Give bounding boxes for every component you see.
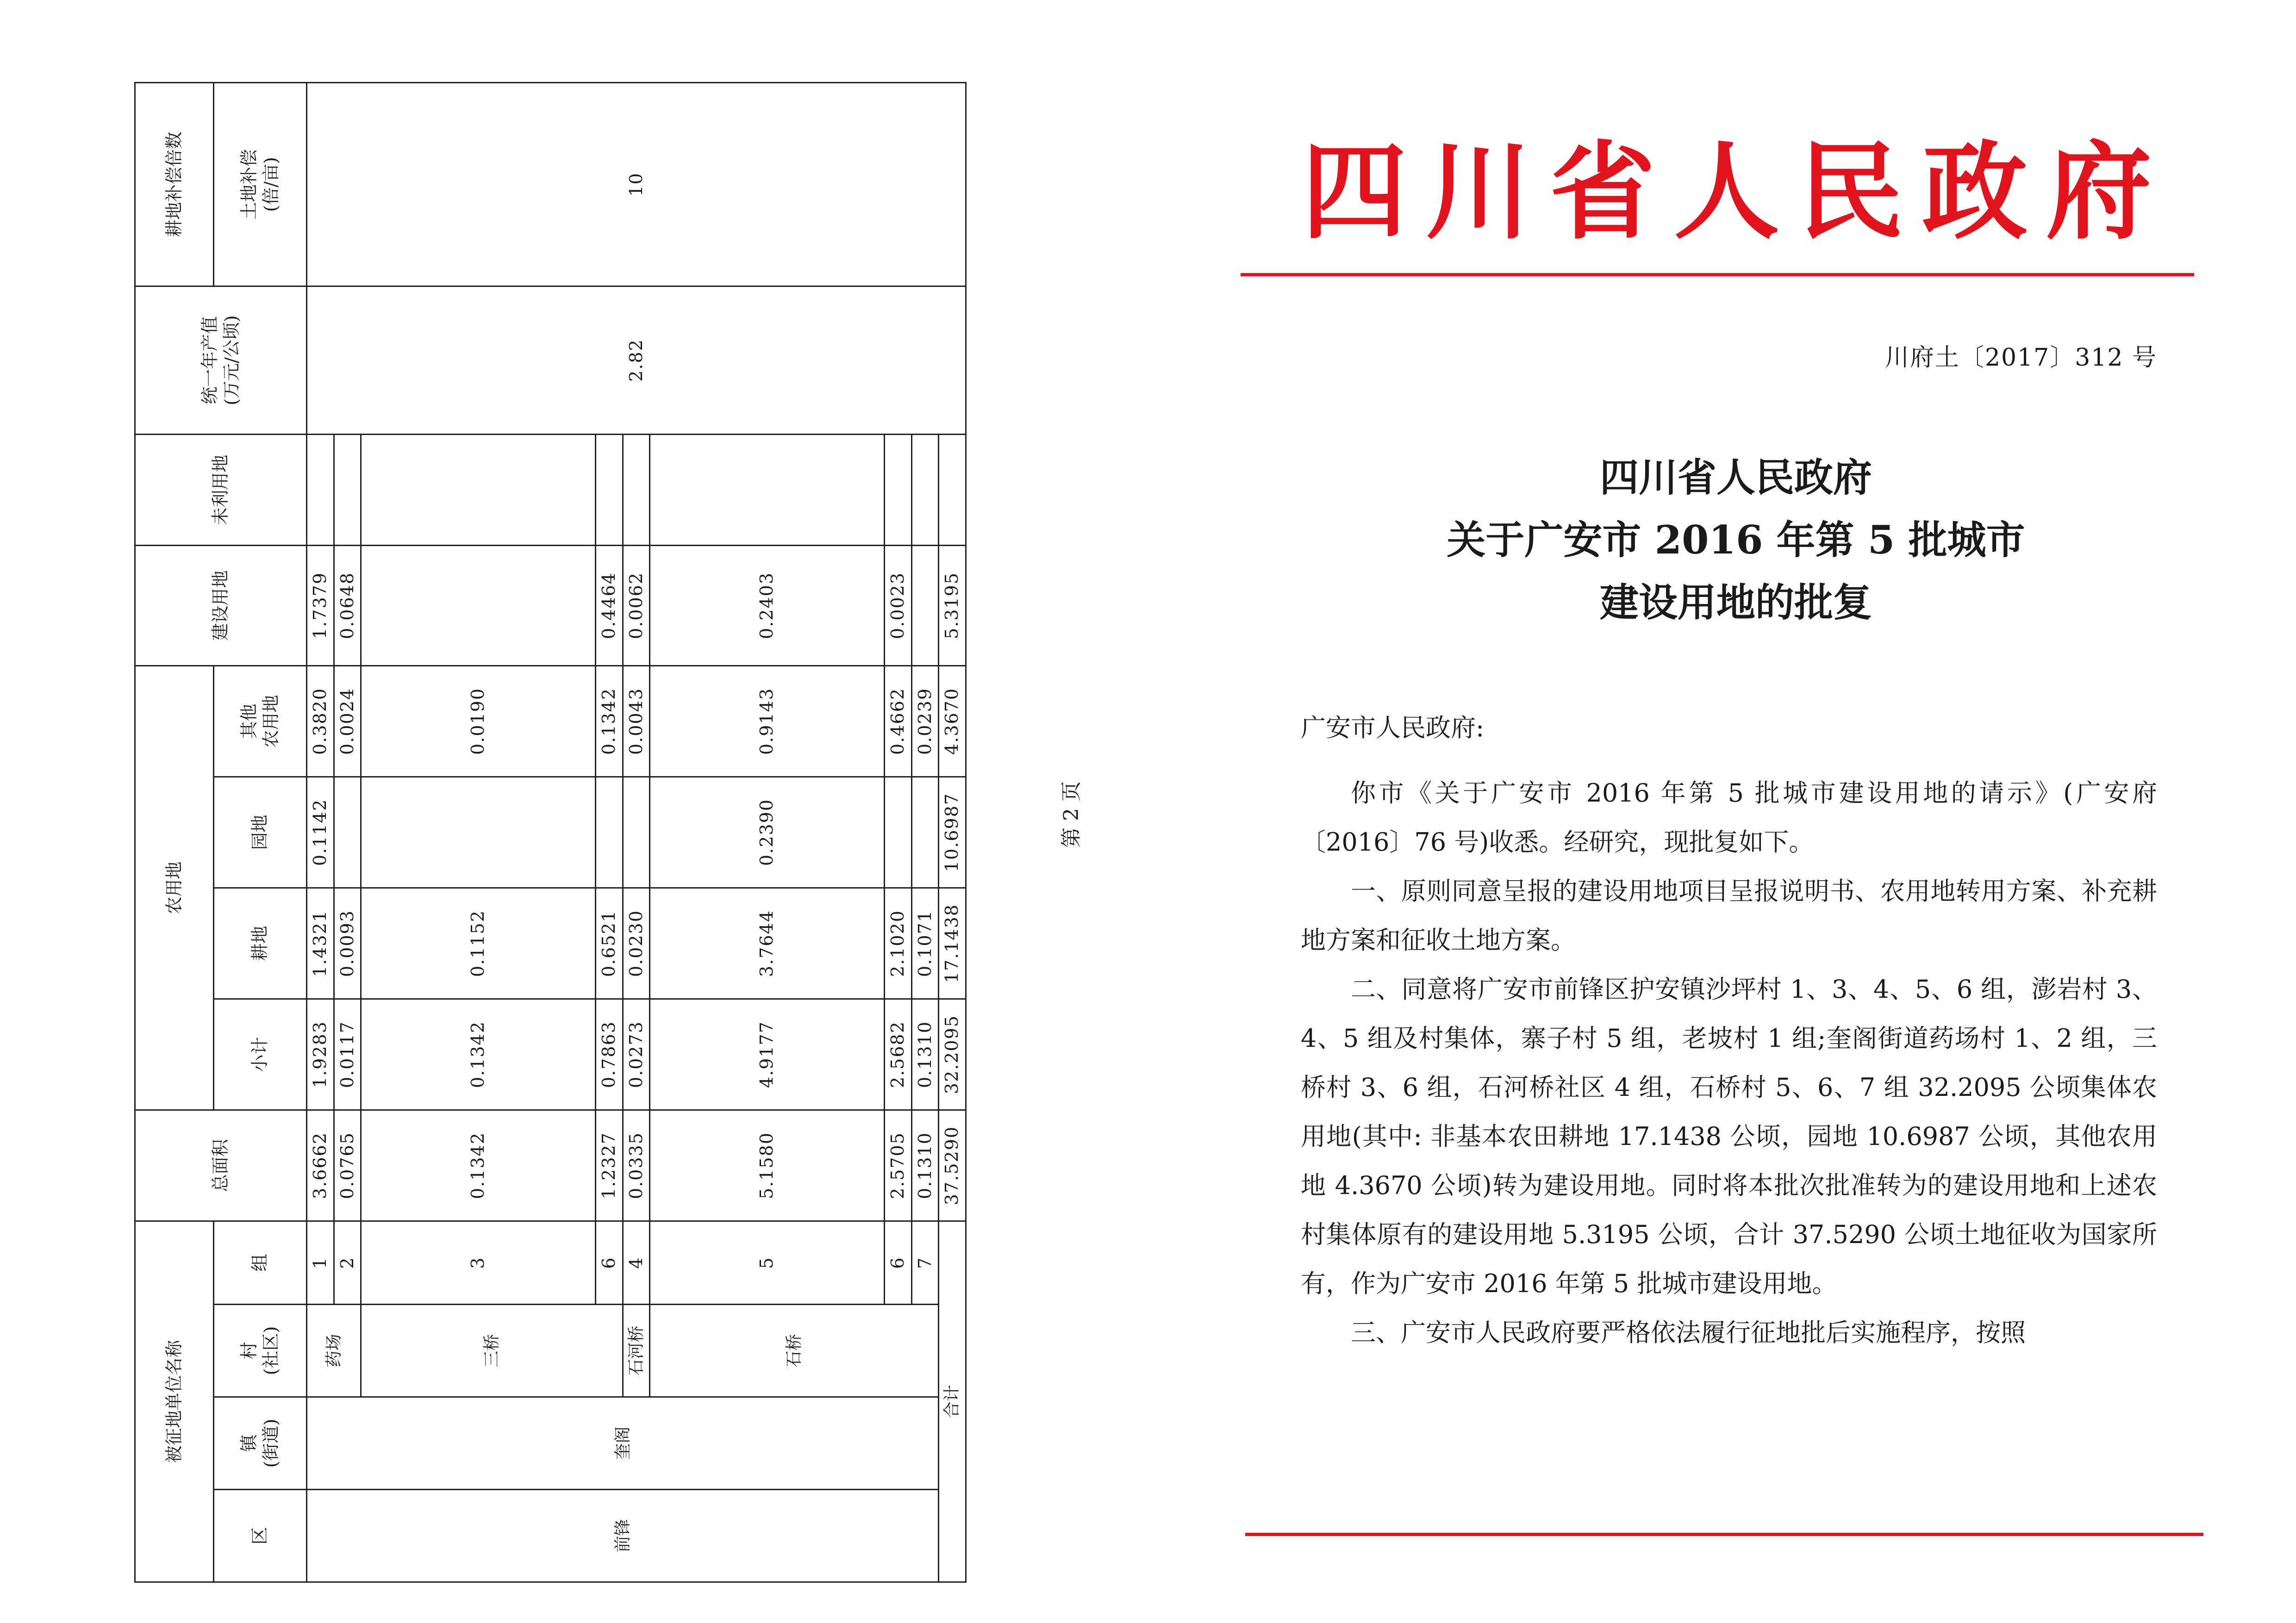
construction-cell: 1.7379 bbox=[307, 545, 334, 665]
land-compensation-cell: 10 bbox=[307, 82, 966, 286]
header-unused: 未利用地 bbox=[135, 434, 307, 545]
page-number bbox=[1023, 768, 1116, 861]
cultivated-cell: 3.7644 bbox=[650, 888, 885, 999]
body-paragraph: 三、广安市人民政府要严格依法履行征地批后实施程序，按照 bbox=[1351, 1318, 2026, 1347]
total-cell: 2.5705 bbox=[885, 1110, 912, 1221]
group-cell: 6 bbox=[885, 1221, 912, 1304]
total-cell: 37.5290 bbox=[939, 1110, 966, 1221]
village-cell: 药场 bbox=[307, 1305, 361, 1397]
garden-cell bbox=[911, 777, 939, 888]
total-cell: 1.2327 bbox=[596, 1110, 623, 1221]
document-title-line-3: 建设用地的批复 bbox=[1599, 579, 1872, 625]
header-compensation-multiple: 耕地补偿倍数 bbox=[135, 82, 214, 286]
group-cell: 4 bbox=[623, 1221, 650, 1304]
cultivated-cell: 0.0093 bbox=[334, 888, 361, 999]
table-row bbox=[307, 82, 334, 1582]
garden-cell: 10.6987 bbox=[939, 777, 966, 888]
construction-cell bbox=[361, 545, 596, 665]
subtotal-cell: 0.1342 bbox=[361, 999, 596, 1110]
header-unit-name: 被征地单位名称 bbox=[135, 1221, 214, 1582]
subtotal-cell: 0.1310 bbox=[911, 999, 939, 1110]
cultivated-cell: 0.0230 bbox=[623, 888, 650, 999]
unused-cell bbox=[939, 434, 966, 545]
document-title-line-1: 四川省人民政府 bbox=[1599, 454, 1872, 500]
construction-cell: 0.0648 bbox=[334, 545, 361, 665]
header-land-compensation: 土地补偿 (倍/亩) bbox=[214, 82, 307, 286]
garden-cell bbox=[623, 777, 650, 888]
group-cell: 2 bbox=[334, 1221, 361, 1304]
footer-red-rule bbox=[1245, 1533, 2203, 1536]
group-cell: 1 bbox=[307, 1221, 334, 1304]
land-compensation-table bbox=[134, 82, 967, 1583]
cultivated-cell: 0.1152 bbox=[361, 888, 596, 999]
cultivated-cell: 0.6521 bbox=[596, 888, 623, 999]
total-cell: 0.1310 bbox=[911, 1110, 939, 1221]
group-cell: 6 bbox=[596, 1221, 623, 1304]
header-other-agri: 其他 农用地 bbox=[214, 665, 307, 777]
header-construction: 建设用地 bbox=[135, 545, 307, 665]
garden-cell bbox=[885, 777, 912, 888]
garden-cell bbox=[596, 777, 623, 888]
body-paragraph: 二、同意将广安市前锋区护安镇沙坪村 1、3、4、5、6 组，澎岩村 3、4、5 组及村集体，寨子村 5 组，老坡村 1 组;奎阁街道药场村 1、2 组，三桥村 3、6 组，石河桥社区 4 组，石桥村 5、6、7 组 32.2095 公顷集体农用地(其中: 非基本农田耕地 17.1438 公顷，园地 10.6987 公顷，其他农用地 4.3670 公顷)转为建设用地。同时将本批次批准转为的建设用地和上述农村集体原有的建设用地 5.3195 公顷，合计 37.5290 公顷土地征收为国家所有，作为广安市 2016 年第 5 批城市建设用地。 bbox=[1301, 975, 2157, 1298]
total-cell: 5.1580 bbox=[650, 1110, 885, 1221]
unified-value-cell: 2.82 bbox=[307, 286, 966, 434]
unused-cell bbox=[334, 434, 361, 545]
other-cell: 0.0043 bbox=[623, 665, 650, 777]
construction-cell bbox=[911, 545, 939, 665]
compensation-table-rotated bbox=[134, 83, 962, 1583]
cultivated-cell: 17.1438 bbox=[939, 888, 966, 999]
unused-cell bbox=[623, 434, 650, 545]
construction-cell: 5.3195 bbox=[939, 545, 966, 665]
other-cell: 0.0024 bbox=[334, 665, 361, 777]
group-cell: 5 bbox=[650, 1221, 885, 1304]
village-cell: 三桥 bbox=[361, 1305, 623, 1397]
subtotal-cell: 1.9283 bbox=[307, 999, 334, 1110]
other-cell: 0.3820 bbox=[307, 665, 334, 777]
district-cell: 前锋 bbox=[307, 1490, 939, 1582]
garden-cell: 0.2390 bbox=[650, 777, 885, 888]
other-cell: 0.9143 bbox=[650, 665, 885, 777]
header-cultivated: 耕地 bbox=[214, 888, 307, 999]
header-village: 村 (社区) bbox=[214, 1305, 307, 1397]
construction-cell: 0.4464 bbox=[596, 545, 623, 665]
header-red-rule bbox=[1241, 273, 2194, 276]
other-cell: 0.4662 bbox=[885, 665, 912, 777]
header-group: 组 bbox=[214, 1221, 307, 1304]
header-district: 区 bbox=[214, 1490, 307, 1582]
unused-cell bbox=[650, 434, 885, 545]
body-paragraph: 你市《关于广安市 2016 年第 5 批城市建设用地的请示》(广安府〔2016〕76 号)收悉。经研究，现批复如下。 bbox=[1301, 778, 2157, 857]
other-cell: 0.0190 bbox=[361, 665, 596, 777]
subtotal-cell: 2.5682 bbox=[885, 999, 912, 1110]
garden-cell bbox=[334, 777, 361, 888]
other-cell: 4.3670 bbox=[939, 665, 966, 777]
group-cell: 3 bbox=[361, 1221, 596, 1304]
unused-cell bbox=[361, 434, 596, 545]
cultivated-cell: 2.1020 bbox=[885, 888, 912, 999]
document-body bbox=[1301, 703, 2157, 1357]
salutation: 广安市人民政府: bbox=[1301, 713, 1485, 742]
unused-cell bbox=[307, 434, 334, 545]
subtotal-cell: 0.0273 bbox=[623, 999, 650, 1110]
village-cell: 石河桥 bbox=[623, 1305, 650, 1397]
other-cell: 0.0239 bbox=[911, 665, 939, 777]
document-number: 川府土〔2017〕312 号 bbox=[1884, 344, 2157, 372]
subtotal-cell: 0.7863 bbox=[596, 999, 623, 1110]
unused-cell bbox=[885, 434, 912, 545]
total-cell: 0.1342 bbox=[361, 1110, 596, 1221]
construction-cell: 0.2403 bbox=[650, 545, 885, 665]
total-cell: 0.0765 bbox=[334, 1110, 361, 1221]
cultivated-cell: 0.1071 bbox=[911, 888, 939, 999]
government-header: 四川省人民政府 bbox=[1302, 130, 2170, 254]
village-cell: 石桥 bbox=[650, 1305, 939, 1397]
header-town: 镇 (街道) bbox=[214, 1397, 307, 1490]
garden-cell: 0.1142 bbox=[307, 777, 334, 888]
body-paragraph: 一、原则同意呈报的建设用地项目呈报说明书、农用地转用方案、补充耕地方案和征收土地方案。 bbox=[1301, 877, 2157, 955]
unused-cell bbox=[596, 434, 623, 545]
header-garden: 园地 bbox=[214, 777, 307, 888]
cultivated-cell: 1.4321 bbox=[307, 888, 334, 999]
header-total-area: 总面积 bbox=[135, 1110, 307, 1221]
header-unified-value: 统一年产值 (万元/公顷) bbox=[135, 286, 307, 434]
total-cell: 0.0335 bbox=[623, 1110, 650, 1221]
town-cell: 奎阁 bbox=[307, 1397, 939, 1490]
subtotal-cell: 4.9177 bbox=[650, 999, 885, 1110]
total-cell: 3.6662 bbox=[307, 1110, 334, 1221]
garden-cell bbox=[361, 777, 596, 888]
total-label: 合计 bbox=[939, 1221, 966, 1582]
construction-cell: 0.0023 bbox=[885, 545, 912, 665]
construction-cell: 0.0062 bbox=[623, 545, 650, 665]
other-cell: 0.1342 bbox=[596, 665, 623, 777]
header-subtotal: 小计 bbox=[214, 999, 307, 1110]
subtotal-cell: 0.0117 bbox=[334, 999, 361, 1110]
group-cell: 7 bbox=[911, 1221, 939, 1304]
unused-cell bbox=[911, 434, 939, 545]
page-number-text: 第 2 页 bbox=[1060, 781, 1083, 848]
document-title-line-2: 关于广安市 2016 年第 5 批城市 bbox=[1447, 517, 2025, 563]
header-agricultural: 农用地 bbox=[135, 665, 214, 1110]
subtotal-cell: 32.2095 bbox=[939, 999, 966, 1110]
